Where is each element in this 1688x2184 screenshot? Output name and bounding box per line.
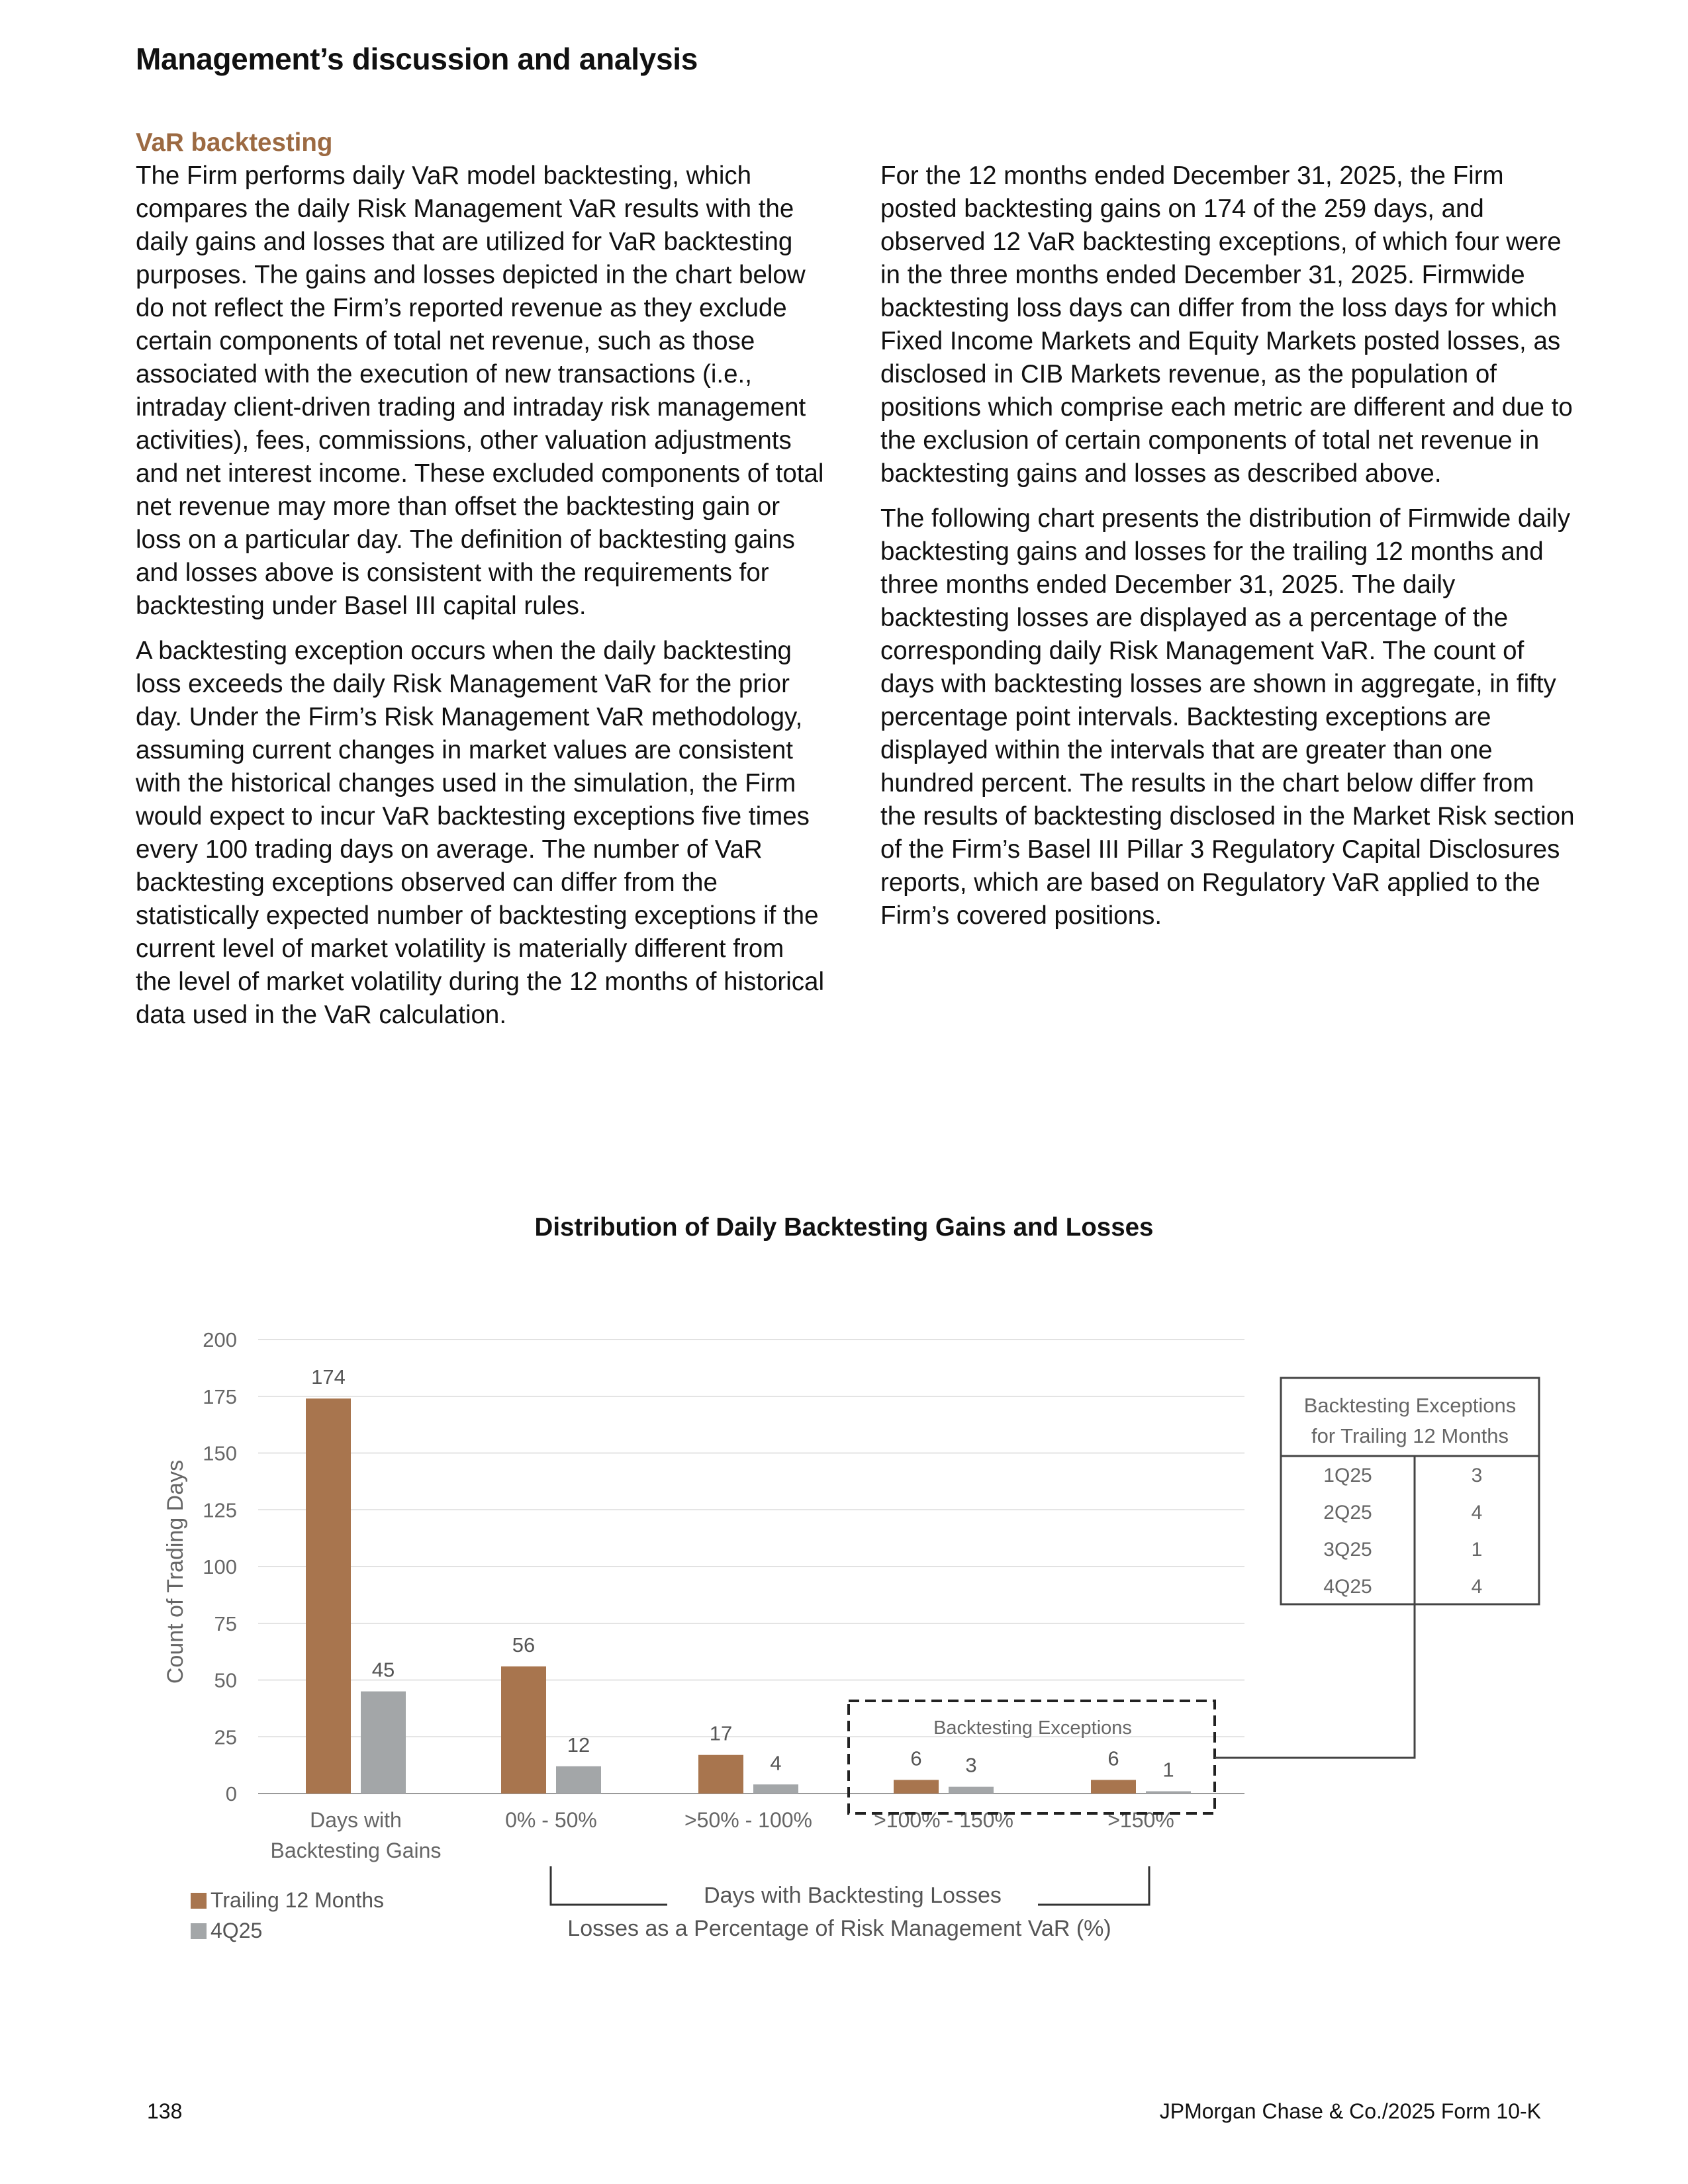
y-tick-label: 0 — [225, 1782, 237, 1805]
legend-label-trailing: Trailing 12 Months — [211, 1888, 385, 1912]
data-label: 3 — [965, 1753, 977, 1777]
table-quarter: 2Q25 — [1323, 1502, 1372, 1524]
losses-sublabel: Losses as a Percentage of Risk Management VaR (%) — [567, 1916, 1111, 1941]
page-title: Management’s discussion and analysis — [136, 42, 698, 76]
bar-4q25 — [1146, 1792, 1191, 1794]
category-label: >150% — [1107, 1808, 1174, 1832]
table-title: Backtesting Exceptions — [1303, 1394, 1517, 1417]
y-tick-label: 50 — [214, 1668, 237, 1692]
data-label: 174 — [311, 1365, 346, 1389]
data-label: 56 — [512, 1633, 536, 1657]
bar-trailing-12-months — [501, 1666, 546, 1794]
bar-4q25 — [556, 1766, 601, 1794]
losses-bracket-left — [551, 1866, 667, 1905]
category-label: Days with — [310, 1808, 402, 1832]
right-column — [880, 159, 1575, 944]
table-count: 4 — [1471, 1502, 1483, 1524]
data-label: 45 — [371, 1658, 395, 1682]
legend-swatch-trailing — [191, 1893, 207, 1909]
page-number: 138 — [147, 2099, 183, 2123]
table-count: 3 — [1471, 1465, 1483, 1486]
y-axis-label: Count of Trading Days — [163, 1459, 188, 1684]
data-label: 6 — [1107, 1747, 1119, 1770]
y-tick-label: 75 — [214, 1612, 237, 1635]
paragraph: For the 12 months ended December 31, 2025, the Firm posted backtesting gains on 174 of the 259 days, and observed 12 VaR backtesting exceptions, of which four were in the three months ended December 31, 2025. Firmwide backtesting loss days can differ from the loss days for which Fixed Income Markets and Equity Markets posted losses, as disclosed in CIB Markets revenue, as the population of positions which comprise each metric are different and due to the exclusion of certain components of total net revenue in backtesting gains and losses as described above. — [880, 161, 1573, 488]
bar-4q25 — [753, 1784, 798, 1794]
bar-trailing-12-months — [894, 1780, 939, 1794]
bar-trailing-12-months — [698, 1755, 743, 1794]
left-column — [136, 126, 824, 1044]
y-tick-label: 25 — [214, 1725, 237, 1749]
backtesting-distribution-chart — [0, 1257, 1688, 1985]
y-tick-label: 200 — [203, 1328, 237, 1351]
table-count: 4 — [1471, 1576, 1483, 1598]
section-title: VaR backtesting — [136, 128, 333, 157]
bar-trailing-12-months — [1091, 1780, 1136, 1794]
y-tick-label: 175 — [203, 1385, 237, 1408]
legend-swatch-4q25 — [191, 1923, 207, 1939]
data-label: 1 — [1162, 1758, 1174, 1782]
table-count: 1 — [1471, 1539, 1483, 1561]
paragraph: A backtesting exception occurs when the daily backtesting loss exceeds the daily Risk Management VaR for the prior day. Under the Firm’s Risk Management VaR methodology, assuming current changes in market values are consistent with the historical changes used in the simulation, the Firm would expect to incur VaR backtesting exceptions five times every 100 trading days on average. The number of VaR backtesting exceptions observed can differ from the statistically expected number of backtesting exceptions if the current level of market volatility is materially different from the level of market volatility during the 12 months of historical data used in the VaR calculation. — [136, 637, 825, 1029]
category-label: >50% - 100% — [684, 1808, 813, 1832]
y-tick-label: 150 — [203, 1441, 237, 1465]
bar-4q25 — [949, 1787, 994, 1794]
y-tick-label: 125 — [203, 1498, 237, 1522]
data-label: 6 — [910, 1747, 922, 1770]
legend-label-4q25: 4Q25 — [211, 1919, 263, 1942]
data-label: 4 — [770, 1751, 782, 1775]
data-label: 12 — [567, 1733, 590, 1756]
losses-label: Days with Backtesting Losses — [704, 1883, 1002, 1908]
table-title: for Trailing 12 Months — [1311, 1424, 1509, 1447]
category-label: >100% - 150% — [874, 1808, 1013, 1832]
chart-title: Distribution of Daily Backtesting Gains and Losses — [534, 1213, 1154, 1242]
bar-trailing-12-months — [306, 1398, 351, 1794]
y-tick-label: 100 — [203, 1555, 237, 1578]
category-label: Backtesting Gains — [270, 1839, 442, 1862]
paragraph: The Firm performs daily VaR model backtesting, which compares the daily Risk Management VaR results with the daily gains and losses that are utilized for VaR backtesting purposes. The gains and losses depicted in the chart below do not reflect the Firm’s reported revenue as they exclude certain components of total net revenue, such as those associated with the execution of new transactions (i.e., intraday client-driven trading and intraday risk management activities), fees, commissions, other valuation adjustments and net interest income. These excluded components of total net revenue may more than offset the backtesting gain or loss on a particular day. The definition of backtesting gains and losses above is consistent with the requirements for backtesting under Basel III capital rules. — [136, 161, 824, 620]
category-label: 0% - 50% — [505, 1808, 597, 1832]
table-quarter: 4Q25 — [1323, 1576, 1372, 1598]
table-quarter: 3Q25 — [1323, 1539, 1372, 1561]
data-label: 17 — [709, 1721, 733, 1745]
exceptions-label: Backtesting Exceptions — [933, 1717, 1132, 1739]
bar-4q25 — [361, 1692, 406, 1794]
table-connector — [1215, 1604, 1415, 1758]
paragraph: The following chart presents the distribution of Firmwide daily backtesting gains and losses for the trailing 12 months and three months ended December 31, 2025. The daily backtesting losses are displayed as a percentage of the corresponding daily Risk Management VaR. The count of days with backtesting losses are shown in aggregate, in fifty percentage point intervals. Backtesting exceptions are displayed within the intervals that are greater than one hundred percent. The results in the chart below differ from the results of backtesting disclosed in the Market Risk section of the Firm’s Basel III Pillar 3 Regulatory Capital Disclosures reports, which are based on Regulatory VaR applied to the Firm’s covered positions. — [880, 504, 1575, 930]
footer-source: JPMorgan Chase & Co./2025 Form 10-K — [1159, 2099, 1541, 2123]
table-quarter: 1Q25 — [1323, 1465, 1372, 1486]
losses-bracket-right — [1038, 1866, 1149, 1905]
